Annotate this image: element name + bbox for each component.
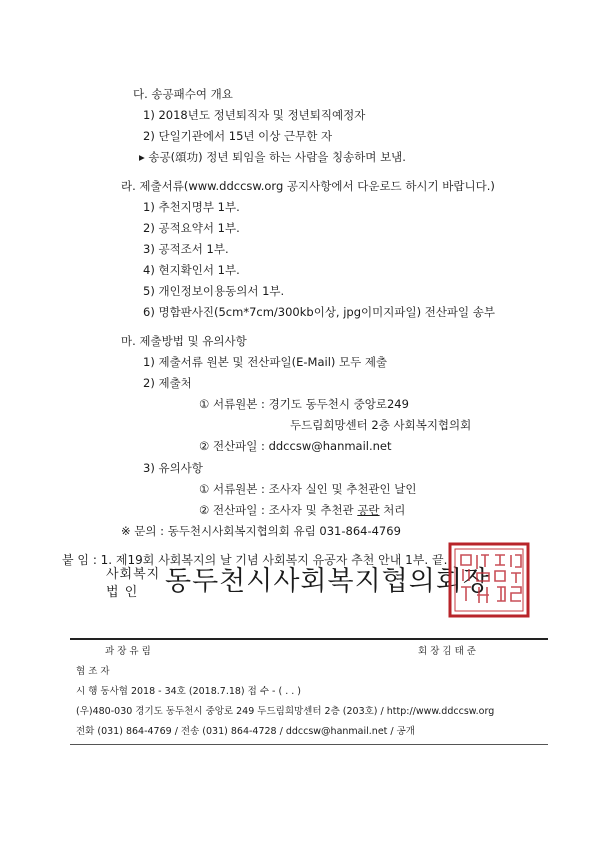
list-item [199, 503, 405, 517]
list-item: 2) 제출처 [143, 376, 192, 390]
list-item: 3) 공적조서 1부. [143, 242, 229, 256]
section-da-heading: 다. 송공패수여 개요 [133, 87, 233, 101]
footer-cooperator: 협 조 자 [76, 666, 110, 677]
list-item: 1) 제출서류 원본 및 전산파일(E-Mail) 모두 제출 [143, 355, 388, 369]
list-item: 두드림희망센터 2층 사회복지협의회 [290, 418, 472, 432]
footer-approval-right: 회 장 김 태 준 [418, 646, 476, 657]
org-label-line1: 사회복지 [106, 567, 161, 582]
sub4-pre: ② 전산파일 : 조사자 및 추천관 [199, 503, 358, 517]
footer-contact: 전화 (031) 864-4769 / 전송 (031) 864-4728 / ddccsw@hanmail.net / 공개 [76, 726, 415, 737]
sub4-underlined: 공란 [357, 503, 380, 517]
list-item: ① 서류원본 : 조사자 실인 및 추천관인 날인 [199, 482, 417, 496]
attachment-line: 붙 임 : 1. 제19회 사회복지의 날 기념 사회복지 유공자 추천 안내 1부. 끝. [62, 553, 448, 567]
official-seal-icon [447, 541, 531, 619]
list-item: 1) 2018년도 정년퇴직자 및 정년퇴직예정자 [143, 108, 366, 122]
list-item: 3) 유의사항 [143, 461, 203, 475]
org-name: 동두천시사회복지협의회장 [165, 566, 490, 597]
footer-bottom-divider [70, 744, 548, 745]
list-item: 2) 단일기관에서 15년 이상 근무한 자 [143, 129, 333, 143]
list-item: ① 서류원본 : 경기도 동두천시 중앙로249 [199, 397, 409, 411]
list-item: 4) 현지확인서 1부. [143, 263, 240, 277]
footer-divider [70, 638, 548, 640]
footer-address: (우)480-030 경기도 동두천시 중앙로 249 두드림희망센터 2층 (203호) / http://www.ddccsw.org [76, 706, 495, 717]
sub4-post: 처리 [379, 503, 406, 517]
email-text: ② 전산파일 : ddccsw@hanmail.net [199, 439, 392, 453]
section-ma-heading: 마. 제출방법 및 유의사항 [121, 334, 247, 348]
section-ra-heading: 라. 제출서류(www.ddccsw.org 공지사항에서 다운로드 하시기 바랍니다.) [121, 179, 495, 193]
list-item: 2) 공적요약서 1부. [143, 221, 240, 235]
list-item: 5) 개인정보이용동의서 1부. [143, 284, 285, 298]
list-item: 1) 추천지명부 1부. [143, 200, 240, 214]
list-item: 6) 명함판사진(5cm*7cm/300kb이상, jpg이미지파일) 전산파일 송부 [143, 305, 496, 319]
org-label-line2: 법 인 [106, 585, 139, 600]
list-item: ▸ 송공(頌功) 정년 퇴임을 하는 사람을 칭송하며 보냄. [139, 150, 406, 164]
contact-line: ※ 문의 : 동두천시사회복지협의회 유림 031-864-4769 [121, 524, 401, 538]
footer-approval-left: 과 장 유 림 [105, 646, 151, 657]
footer-enforcement: 시 행 동사협 2018 - 34호 (2018.7.18) 접 수 - ( . . ) [76, 686, 302, 697]
